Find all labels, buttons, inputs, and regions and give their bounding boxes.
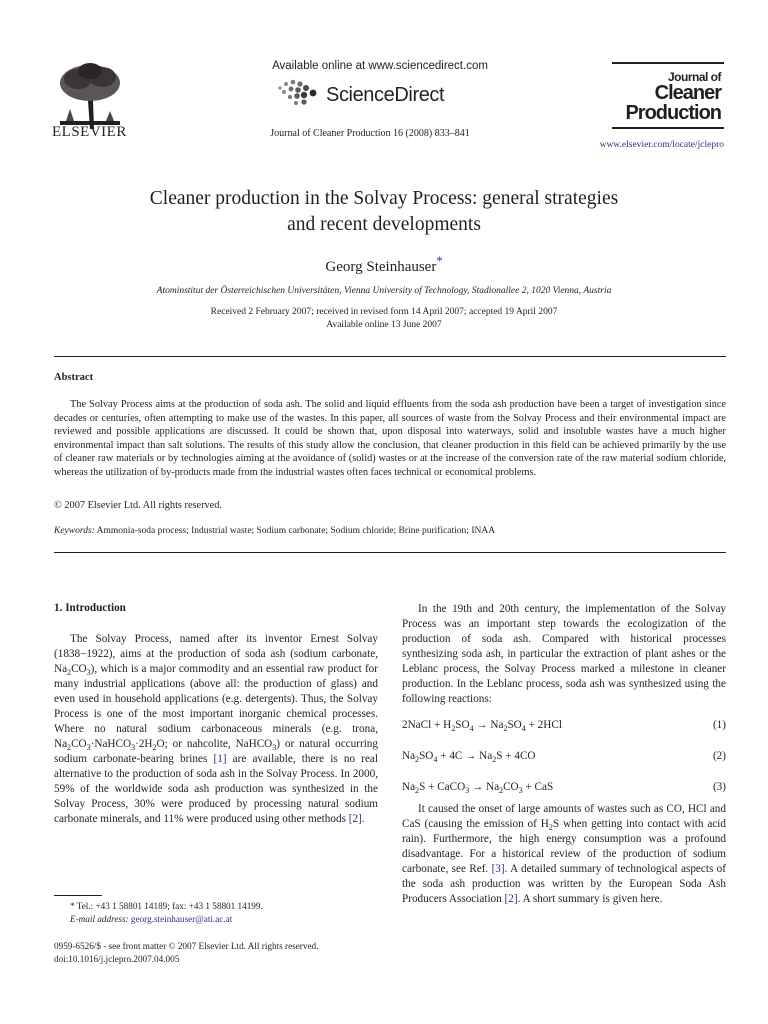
- reference-link-2[interactable]: [2]: [348, 813, 362, 825]
- available-date: Available online 13 June 2007: [326, 320, 442, 330]
- author-footnote-mark[interactable]: *: [436, 254, 443, 268]
- sciencedirect-dots-icon: [276, 78, 324, 108]
- equation-1-number: (1): [712, 719, 726, 731]
- article-title-line2: and recent developments: [287, 214, 481, 235]
- article-title: [60, 186, 708, 238]
- email-link[interactable]: georg.steinhauser@ati.ac.at: [130, 914, 233, 924]
- email-label: E-mail address:: [70, 914, 129, 924]
- equation-3-number: (3): [712, 781, 726, 793]
- intro-right-column: [402, 602, 726, 707]
- issn-line: 0959-6526/$ - see front matter © 2007 Elsevier Ltd. All rights reserved.: [54, 941, 319, 951]
- equation-2-formula: $Na_2SO_4 + 4C \to Na_2S + 4CO$: [402, 750, 536, 765]
- reference-link-2b[interactable]: [2]: [504, 893, 518, 905]
- equation-3: [402, 781, 726, 796]
- intro-right-column-continued: [402, 802, 726, 907]
- reference-link-3[interactable]: [3]: [491, 863, 505, 875]
- abstract-top-rule: [54, 356, 726, 357]
- equation-1: [402, 719, 726, 734]
- intro-left-column: [54, 632, 378, 827]
- doi-line[interactable]: doi:10.1016/j.jclepro.2007.04.005: [54, 954, 180, 964]
- equation-1-formula: 2NaCl + $H_2SO_4 \to Na_2SO_4 + 2HCl$: [402, 719, 562, 734]
- abstract-heading: Abstract: [54, 372, 94, 383]
- footnote-mark: *: [70, 901, 75, 911]
- author-name: Georg Steinhauser: [325, 259, 437, 275]
- keywords: [54, 526, 726, 536]
- publisher-name: ELSEVIER: [52, 124, 127, 140]
- abstract-bottom-rule: [54, 552, 726, 553]
- footnote: [54, 900, 378, 926]
- sciencedirect-wordmark: ScienceDirect: [326, 84, 445, 106]
- equation-2: [402, 750, 726, 765]
- article-dates: [60, 306, 708, 332]
- section-heading-introduction: 1. Introduction: [54, 602, 126, 614]
- footnote-contact: [54, 900, 378, 913]
- reference-link-1[interactable]: [1]: [213, 753, 227, 765]
- journal-logo-line1: Journal of: [667, 70, 721, 84]
- abstract-paragraph: The Solvay Process aims at the production of soda ash. The solid and liquid effluents from the soda ash production have been a target of investigation since decades or centuries, often attempting to make use of the wastes. In this paper, all sources of waste from the Solvay Process and their environmental impact are reviewed and possible applications are discussed. It could be shown that, upon disposal into waterways, solid and insoluble wastes have a much higher environmental impact than salt solutions. The results of this study allow the conclusion, that cleaner production in this field can be achieved primarily by the use of cleaner raw materials or by technologies aiming at the avoidance of (solid) wastes or at the increase of the conversion rate of the raw material sodium chloride, whereas the utilization of by-products made from the industrial wastes often faces technical or economical problems.: [54, 399, 726, 478]
- abstract-copyright: © 2007 Elsevier Ltd. All rights reserved.: [54, 500, 222, 511]
- author: [60, 254, 708, 276]
- abstract-body: [54, 398, 726, 479]
- equation-3-formula: $Na_2S$ + CaCO$_3$ → $Na_2CO_3$ + CaS: [402, 781, 554, 796]
- footnote-rule: [54, 895, 102, 896]
- journal-logo-line3: Production: [625, 102, 721, 124]
- front-matter: [54, 940, 378, 966]
- journal-logo-line2: Cleaner: [654, 82, 721, 104]
- journal-citation: Journal of Cleaner Production 16 (2008) 833–841: [270, 128, 470, 139]
- intro-paragraph-3: It caused the onset of large amounts of wastes such as CO, HCl and CaS (causing the emission of $H_2S$ when getting into contact with acid rain). Furthermore, the high energy consumption was a profound disadvantage. For a historical review of the production of sodium carbonate, see Ref. [3]. A detailed summary of technological aspects of the soda ash production was written by the European Soda Ash Producers Association [2]. A short summary is given here.: [402, 803, 726, 905]
- affiliation: Atominstitut der Österreichischen Universitäten, Vienna University of Technology, Stadionallee 2, 1020 Vienna, Austria: [156, 286, 612, 296]
- equation-2-number: (2): [712, 750, 726, 762]
- journal-logo-top-rule: [612, 62, 724, 64]
- intro-paragraph-2: In the 19th and 20th century, the implementation of the Solvay Process was an important step towards the ecologization of the production of soda ash. Compared with historical processes synthesizing soda ash, in particular the extraction of plant ashes or the Leblanc process, the Solvay Process marked a milestone in cleaner production. In the Leblanc process, soda ash was synthesized using the following reactions:: [402, 603, 726, 705]
- journal-logo-bottom-rule: [612, 127, 724, 129]
- footnote-email-line: [54, 913, 378, 926]
- journal-url-link[interactable]: www.elsevier.com/locate/jclepro: [599, 140, 724, 150]
- keywords-label: Keywords:: [54, 526, 95, 536]
- keywords-list: Ammonia-soda process; Industrial waste; Sodium carbonate; Sodium chloride; Brine purification; INAA: [96, 526, 496, 536]
- footnote-tel: Tel.: +43 1 58801 14189; fax: +43 1 58801 14199.: [76, 901, 263, 911]
- intro-paragraph-1: The Solvay Process, named after its inventor Ernest Solvay (1838−1922), aims at the production of soda ash (sodium carbonate, $Na_2CO_3$), which is a major commodity and an essential raw product for many industrial applications (above all: the production of glass) and even used in household applications (e.g. detergents). Thus, the Solvay Process is one of the most important inorganic chemical processes. Where no natural sodium carbonaceous minerals (e.g. trona, $Na_2CO_3\cdot NaHCO_3\cdot 2H_2O$; or nahcolite, NaHCO$_3$) or natural occurring sodium carbonate-bearing brines [1] are available, there is no real alternative to the production of soda ash in the Solvay Process. In 2000, 59% of the worldwide soda ash production was synthesized in the Solvay Process, 30% were produced by processing natural sodium carbonate minerals, and 11% were produced using other methods [2].: [54, 633, 378, 825]
- received-dates: Received 2 February 2007; received in revised form 14 April 2007; accepted 19 April 2007: [210, 307, 558, 317]
- article-title-line1: Cleaner production in the Solvay Process: general strategies: [149, 188, 619, 209]
- available-online-text[interactable]: Available online at www.sciencedirect.com: [272, 60, 488, 72]
